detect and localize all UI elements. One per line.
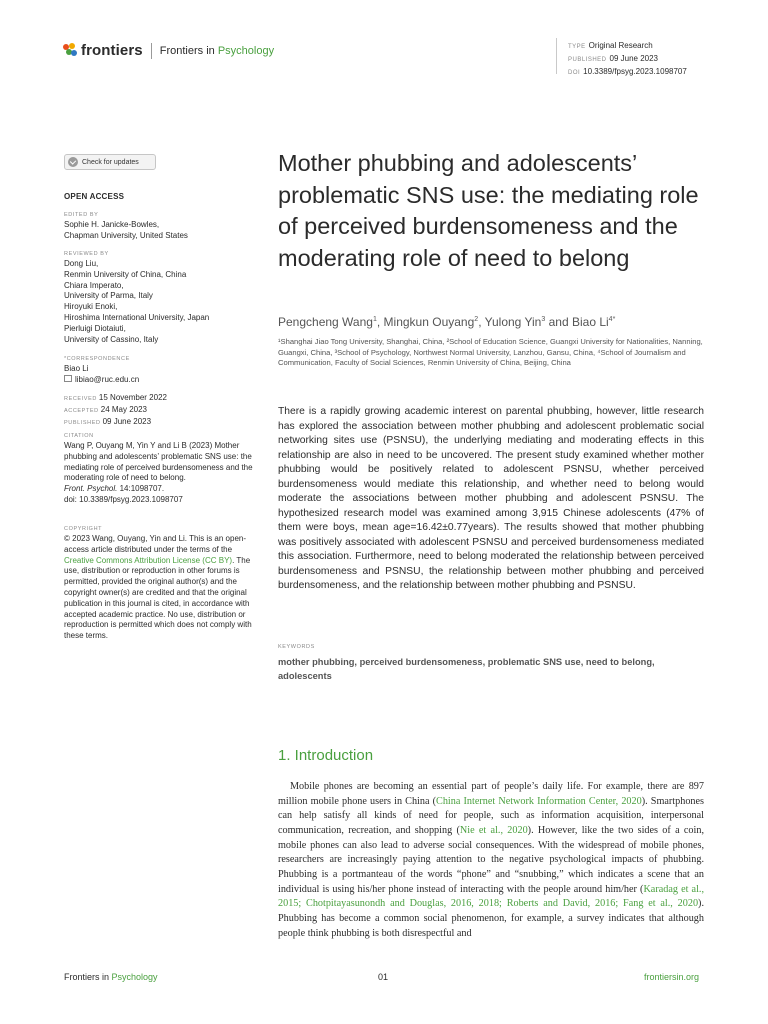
frontiers-logo-icon bbox=[63, 43, 77, 59]
meta-type: TYPE Original Research bbox=[568, 41, 653, 50]
author[interactable]: Biao $Li^{4*}$ bbox=[571, 315, 616, 329]
article-meta bbox=[568, 40, 687, 79]
reference-link[interactable]: Karadag et al., 2015; Chotpitayasunondh and Douglas, 2016, 2018; Roberts and David, 2016; Fang et al., 2020 bbox=[278, 883, 704, 910]
cc-license-link[interactable]: Creative Commons Attribution License (CC BY) bbox=[64, 555, 233, 565]
edited-by: EDITED BY Sophie H. Janicke-Bowles, Chapman University, United States bbox=[64, 211, 264, 242]
citation-journal: Front. Psychol. bbox=[64, 484, 118, 494]
correspondence-name: Biao Li bbox=[64, 364, 89, 373]
article-dates: RECEIVED 15 November 2022 ACCEPTED 24 May 2023 PUBLISHED 09 June 2023 bbox=[64, 393, 167, 426]
citation-text: Wang P, Ouyang M, Yin Y and Li B (2023) Mother phubbing and adolescents’ problematic SNS use: the mediating role of perceived burdensomeness and the moderating role of need to belong. bbox=[64, 441, 253, 483]
frontiers-logo[interactable] bbox=[63, 42, 274, 59]
correspondence-email-row bbox=[64, 375, 264, 386]
reviewed-by: REVIEWED BY Dong Liu, Renmin University of China, China Chiara Imperato, University of Parma, Italy Hiroyuki Enoki, Hiroshima International University, Japan Pierluigi Diotaiuti, University of Cassino, Italy bbox=[64, 250, 264, 345]
keywords-label: KEYWORDS bbox=[278, 644, 315, 650]
citation-label: CITATION bbox=[64, 433, 94, 439]
journal-name: Frontiers in Psychology bbox=[159, 44, 275, 57]
article-title: Mother phubbing and adolescents’ problematic SNS use: the mediating role of perceived burdensomeness and the moderating role of need to belong bbox=[278, 150, 699, 271]
introduction-body: Mobile phones are becoming an essential part of people’s daily life. For example, there are 897 million mobile phone users in China (China Internet Network Information Center, 2020). Smartphones can help satisfy all kinds of need for people, such as information acquisition, interpersonal communication, recreation, and shopping (Nie et al., 2020). However, like the two sides of a coin, mobile phones can also lead to adverse social consequences. With the widespread of mobile phones, researchers are increasingly paying attention to the negative psychological impacts of phubbing. Phubbing is a portmanteau of the words “phone” and “snubbing,” which indicates a scene that an individual is using his/her phone instead of interacting with the people around him/her (Karadag et al., 2015; Chotpitayasunondh and Douglas, 2016, 2018; Roberts and David, 2016; Fang et al., 2020). Phubbing has become a common social phenomenon, for example, a survey indicates that although people think phubbing is both disrespectful and bbox=[278, 781, 704, 939]
reviewed-by-label: REVIEWED BY bbox=[64, 251, 109, 257]
citation: CITATION Wang P, Ouyang M, Yin Y and Li B (2023) Mother phubbing and adolescents’ problematic SNS use: the mediating role of perceived burdensomeness and the moderating role of need to belong. Front. Psychol. 14:1098707. doi: 10.3389/fpsyg.2023.1098707 bbox=[64, 432, 264, 506]
brand-name: frontiers bbox=[81, 42, 143, 59]
abstract: There is a rapidly growing academic interest on parental phubbing, however, little research has explored the association between mother phubbing and adolescent problematic social networking sites use (PSNSU), the underlying mediating and moderating effects in this relationship are also in need to be uncovered. The present study examined whether mother phubbing would be positively related to adolescent PSNSU, whether perceived burdensomeness would mediate this relationship, and whether need to belong would moderate the associations between mother phubbing and adolescent PSNSU. The hypothesized research model was examined among 3,915 Chinese adolescents (47% of them were boys, mean age=16.42±0.77years). The results showed that mother phubbing was positively associated with adolescent PSNSU and perceived burdensomeness mediated this association. Furthermore, need to belong moderated the relationship between perceived burdensomeness and PSNSU, the relationship between mother phubbing and perceived burdensomeness, and the relationship between mother phubbing and PSNSU. bbox=[278, 406, 704, 591]
check-icon bbox=[68, 157, 78, 167]
edited-by-label: EDITED BY bbox=[64, 212, 99, 218]
correspondence-email[interactable]: libiao@ruc.edu.cn bbox=[75, 374, 140, 384]
keywords: mother phubbing, perceived burdensomeness, problematic SNS use, need to belong, adolescents bbox=[278, 657, 655, 681]
check-updates-label: Check for updates bbox=[82, 158, 139, 166]
meta-doi: DOI 10.3389/fpsyg.2023.1098707 bbox=[568, 67, 687, 76]
correspondence bbox=[64, 355, 264, 386]
meta-divider bbox=[556, 38, 557, 74]
affiliations: ¹Shanghai Jiao Tong University, Shanghai, China, ²School of Education Science, Guangxi University for Nationalities, Nanning, Guangxi, China, ³School of Psychology, Northwest Normal University, Lanzhou, Gansu, China, ⁴School of Journalism and Communication, Faculty of Social Sciences, Renmin University of China, Beijing, China bbox=[278, 337, 703, 368]
footer-site-link[interactable]: frontiersin.org bbox=[644, 972, 700, 982]
check-for-updates-button[interactable] bbox=[64, 154, 156, 170]
page-number: 01 bbox=[378, 972, 389, 982]
logo-divider bbox=[151, 43, 152, 59]
author[interactable]: Pengcheng Wang$^1$ bbox=[278, 315, 377, 329]
copyright-label: COPYRIGHT bbox=[64, 526, 103, 532]
reference-link[interactable]: Nie et al., 2020 bbox=[459, 824, 528, 836]
footer-journal: Frontiers in Psychology bbox=[64, 972, 158, 982]
meta-published: PUBLISHED 09 June 2023 bbox=[568, 54, 659, 63]
author[interactable]: Mingkun Ouyang$^2$ bbox=[383, 315, 479, 329]
author-list: Pengcheng Wang$^1$, Mingkun Ouyang$^2$, Yulong Yin$^3$ and Biao $Li^{4*}$ bbox=[278, 315, 616, 329]
mail-icon bbox=[64, 375, 72, 382]
correspondence-label: *CORRESPONDENCE bbox=[64, 356, 130, 362]
reference-link[interactable]: China Internet Network Information Center, 2020 bbox=[436, 795, 642, 807]
copyright: COPYRIGHT © 2023 Wang, Ouyang, Yin and Li. This is an open-access article distributed under the terms of the Creative Commons Attribution License (CC BY). The use, distribution or reproduction in other forums is permitted, provided the original author(s) and the copyright owner(s) are credited and that the original publication in this journal is cited, in accordance with accepted academic practice. No use, distribution or reproduction is permitted which does not comply with these terms. bbox=[64, 525, 264, 642]
citation-doi[interactable]: doi: 10.3389/fpsyg.2023.1098707 bbox=[64, 494, 183, 504]
open-access-label: OPEN ACCESS bbox=[64, 192, 125, 201]
author[interactable]: Yulong Yin$^3$ bbox=[484, 315, 546, 329]
section-heading: 1. Introduction bbox=[278, 747, 374, 764]
